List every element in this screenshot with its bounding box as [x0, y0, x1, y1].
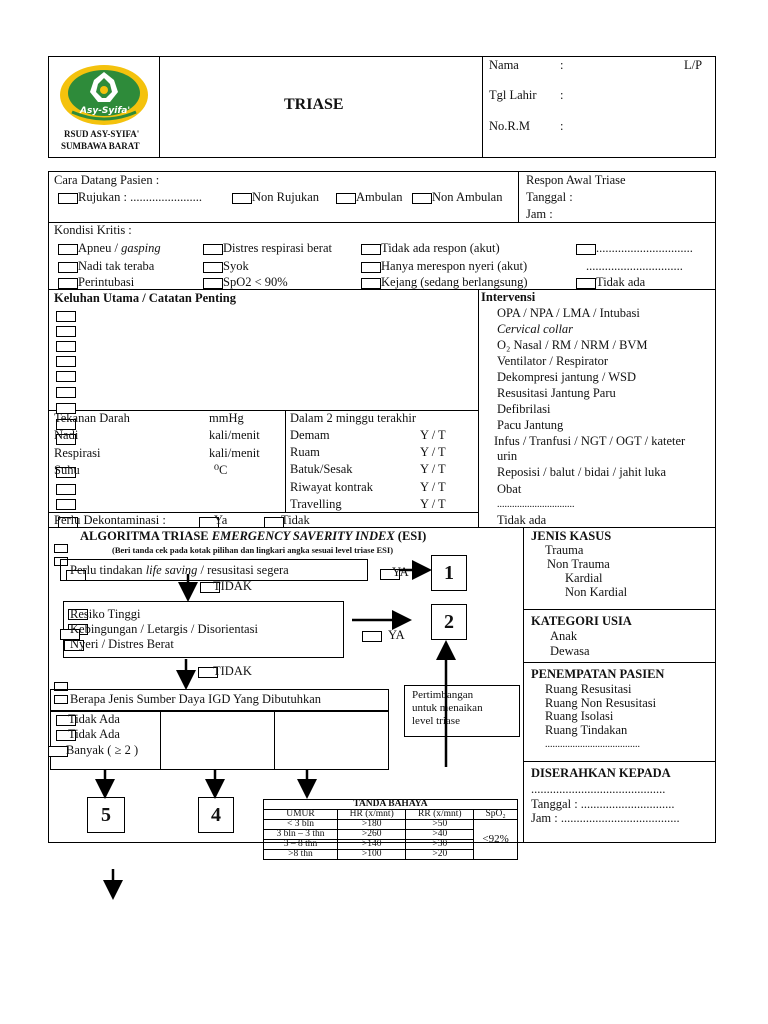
jenis-kasus-non-kardial[interactable]: Non Kardial	[565, 585, 628, 599]
esi-q2a-text: Resiko Tinggi	[70, 607, 141, 621]
esi-subtitle: (Beri tanda cek pada kotak pilihan dan lingkari angka sesuai level triase ESI)	[112, 545, 394, 555]
penempatan-item-3[interactable]: Ruang Tindakan	[545, 723, 628, 737]
kondisi-other2-label: ...............................	[586, 259, 683, 273]
tb-cell: >140	[337, 840, 405, 850]
esi-tidak2-label: TIDAK	[213, 664, 252, 678]
tgl-lahir-colon: :	[560, 88, 564, 102]
gasping-text: gasping	[121, 241, 161, 255]
jenis-kasus-trauma[interactable]: Trauma	[545, 543, 584, 557]
dekon-tidak-label: Tidak	[281, 513, 310, 527]
jenis-kasus-kardial[interactable]: Kardial	[565, 571, 603, 585]
spo2-label: SpO2 < 90%	[223, 275, 288, 289]
ambulan-label: Ambulan	[356, 190, 403, 204]
tb-header-umur: UMUR	[264, 810, 338, 820]
nama-label: Nama	[489, 58, 519, 72]
page-title: TRIASE	[284, 96, 344, 113]
pertimbangan-line1: Pertimbangan	[412, 689, 474, 701]
riwayat-travelling: Travelling	[290, 497, 342, 511]
resp-unit: kali/menit	[209, 446, 260, 460]
riwayat-kontrak: Riwayat kontrak	[290, 480, 373, 494]
tb-cell: >40	[406, 830, 474, 840]
tb-cell: >260	[337, 830, 405, 840]
kategori-usia-anak[interactable]: Anak	[550, 629, 578, 643]
diserahkan-tanggal: Tanggal : ..............................	[531, 797, 675, 811]
esi-level-1[interactable]: 1	[431, 555, 467, 591]
riwayat-title: Dalam 2 minggu terakhir	[290, 411, 417, 425]
riwayat-batuk: Batuk/Sesak	[290, 462, 353, 476]
esi-q3a-text: Tidak Ada	[68, 712, 120, 726]
dekon-label: Perlu Dekontaminasi :	[54, 513, 166, 527]
tb-cell: >50	[406, 820, 474, 830]
tb-cell: >20	[406, 850, 474, 860]
tb-cell: >30	[406, 840, 474, 850]
nadi-tak-teraba-label: Nadi tak teraba	[78, 259, 155, 273]
esi-q3b-text: Tidak Ada	[68, 727, 120, 741]
nama-colon: :	[560, 58, 564, 72]
distres-label: Distres respirasi berat	[223, 241, 332, 255]
pertimbangan-line3: level triase	[412, 715, 460, 727]
esi-title-c: (ESI)	[394, 529, 427, 543]
kategori-usia-title: KATEGORI USIA	[531, 614, 632, 628]
intervensi-item-9: urin	[497, 449, 518, 463]
respon-tanggal: Tanggal :	[526, 190, 573, 204]
penempatan-title: PENEMPATAN PASIEN	[531, 667, 665, 681]
esi-ya1-label: YA	[392, 565, 409, 579]
diserahkan-title: DISERAHKAN KEPADA	[531, 766, 671, 780]
rujukan-label: Rujukan : .......................	[78, 190, 202, 204]
riwayat-batuk-yt[interactable]: Y / T	[420, 462, 446, 476]
intervensi-item-7: Pacu Jantung	[497, 418, 564, 432]
resp-label: Respirasi	[54, 446, 101, 460]
tb-header-hr: HR (x/mnt)	[337, 810, 405, 820]
intervensi-item-0: OPA / NPA / LMA / Intubasi	[497, 306, 640, 320]
esi-q2c-text: Nyeri / Distres Berat	[70, 637, 174, 651]
kategori-usia-dewasa[interactable]: Dewasa	[550, 644, 590, 658]
norm-label: No.R.M	[489, 119, 530, 133]
jenis-kasus-non-trauma[interactable]: Non Trauma	[547, 557, 610, 571]
esi-level-2[interactable]: 2	[431, 604, 467, 640]
esi-q1-c: / resusitasi segera	[197, 563, 289, 577]
tb-cell: 3 bln – 3 thn	[264, 830, 338, 840]
cara-datang-label: Cara Datang Pasien :	[54, 173, 160, 187]
tanda-bahaya-title: TANDA BAHAYA	[264, 800, 518, 810]
intervensi-item-10: Reposisi / balut / bidai / jahit luka	[497, 465, 667, 479]
kondisi-tidak-ada-label: Tidak ada	[596, 275, 646, 289]
penempatan-item-2[interactable]: Ruang Isolasi	[545, 709, 614, 723]
intervensi-item-12: ...............................	[497, 499, 575, 510]
tanda-bahaya-table	[263, 799, 518, 860]
esi-q3-text: Berapa Jenis Sumber Daya IGD Yang Dibutuhkan	[70, 692, 322, 706]
kondisi-other1-label: ...............................	[596, 241, 693, 255]
intervensi-item-8: Infus / Tranfusi / NGT / OGT / kateter	[494, 434, 686, 448]
suhu-unit: ⁰C	[214, 463, 228, 477]
esi-ya2-label: YA	[388, 628, 405, 642]
riwayat-kontrak-yt[interactable]: Y / T	[420, 480, 446, 494]
jenis-kasus-title: JENIS KASUS	[531, 529, 612, 543]
penempatan-item-4: ......................................	[545, 739, 640, 750]
intervensi-item-2: O₂ Nasal / RM / NRM / BVM	[497, 338, 648, 352]
intervensi-item-11: Obat	[497, 482, 522, 496]
apneu-text: Apneu /	[78, 241, 122, 255]
esi-q2b-text: Kebingungan / Letargis / Disorientasi	[70, 622, 258, 636]
esi-q1-a: Perlu tindakan	[70, 563, 146, 577]
respon-title: Respon Awal Triase	[526, 173, 626, 187]
respon-jam: Jam :	[526, 207, 553, 221]
lp-label[interactable]: L/P	[684, 58, 703, 72]
intervensi-item-3: Ventilator / Respirator	[497, 354, 609, 368]
non-rujukan-label: Non Rujukan	[252, 190, 320, 204]
esi-title-b: EMERGENCY SAVERITY INDEX	[211, 529, 395, 543]
dekon-ya-label: Ya	[214, 513, 228, 527]
diserahkan-jam: Jam : ......................................	[531, 811, 680, 825]
td-label: Tekanan Darah	[54, 411, 130, 425]
suhu-label: Suhu	[54, 463, 80, 477]
non-ambulan-label: Non Ambulan	[432, 190, 503, 204]
tb-cell: >180	[337, 820, 405, 830]
syok-label: Syok	[223, 259, 249, 273]
intervensi-title: Intervensi	[481, 290, 536, 304]
tb-cell: >8 thn	[264, 850, 338, 860]
hospital-name-line2: SUMBAWA BARAT	[61, 141, 140, 151]
esi-q1-b: life saving	[145, 563, 198, 577]
riwayat-demam: Demam	[290, 428, 330, 442]
kejang-label: Kejang (sedang berlangsung)	[381, 275, 528, 289]
norm-colon: :	[560, 119, 564, 133]
esi-level-5[interactable]: 5	[87, 797, 125, 833]
riwayat-ruam-yt[interactable]: Y / T	[420, 445, 446, 459]
intervensi-item-1: Cervical collar	[497, 322, 574, 336]
esi-title-a: ALGORITMA TRIASE	[80, 529, 212, 543]
esi-tidak1-label: TIDAK	[213, 579, 252, 593]
tb-header-spo2: SpO₂	[474, 810, 518, 820]
hospital-name-line1: RSUD ASY-SYIFA'	[64, 129, 140, 139]
tidak-respon-label: Tidak ada respon (akut)	[381, 241, 500, 255]
kondisi-label: Kondisi Kritis :	[54, 223, 132, 237]
merespon-nyeri-label: Hanya merespon nyeri (akut)	[381, 259, 528, 273]
td-unit: mmHg	[209, 411, 244, 425]
penempatan-item-0[interactable]: Ruang Resusitasi	[545, 682, 632, 696]
nadi-label: Nadi	[54, 428, 79, 442]
intervensi-item-5: Resusitasi Jantung Paru	[497, 386, 616, 400]
keluhan-title: Keluhan Utama / Catatan Penting	[54, 291, 236, 305]
tb-spo2-value: <92%	[474, 820, 518, 860]
tb-header-rr: RR (x/mnt)	[406, 810, 474, 820]
riwayat-demam-yt[interactable]: Y / T	[420, 428, 446, 442]
intervensi-item-13: Tidak ada	[497, 513, 547, 527]
nadi-unit: kali/menit	[209, 428, 260, 442]
penempatan-item-1[interactable]: Ruang Non Resusitasi	[545, 696, 657, 710]
pertimbangan-line2: untuk menaikan	[412, 702, 483, 714]
tb-cell: < 3 bln	[264, 820, 338, 830]
riwayat-travelling-yt[interactable]: Y / T	[420, 497, 446, 511]
tgl-lahir-label: Tgl Lahir	[489, 88, 537, 102]
perintubasi-label: Perintubasi	[78, 275, 135, 289]
esi-q3c-text: Banyak ( ≥ 2 )	[66, 743, 139, 757]
diserahkan-line: ...........................................	[531, 782, 666, 796]
logo-text: Asy-Syifa'	[80, 106, 131, 116]
intervensi-item-4: Dekompresi jantung / WSD	[497, 370, 636, 384]
tb-cell: 3 – 8 thn	[264, 840, 338, 850]
esi-level-4[interactable]: 4	[198, 797, 234, 833]
riwayat-ruam: Ruam	[290, 445, 320, 459]
intervensi-item-6: Defibrilasi	[497, 402, 551, 416]
tb-cell: >100	[337, 850, 405, 860]
